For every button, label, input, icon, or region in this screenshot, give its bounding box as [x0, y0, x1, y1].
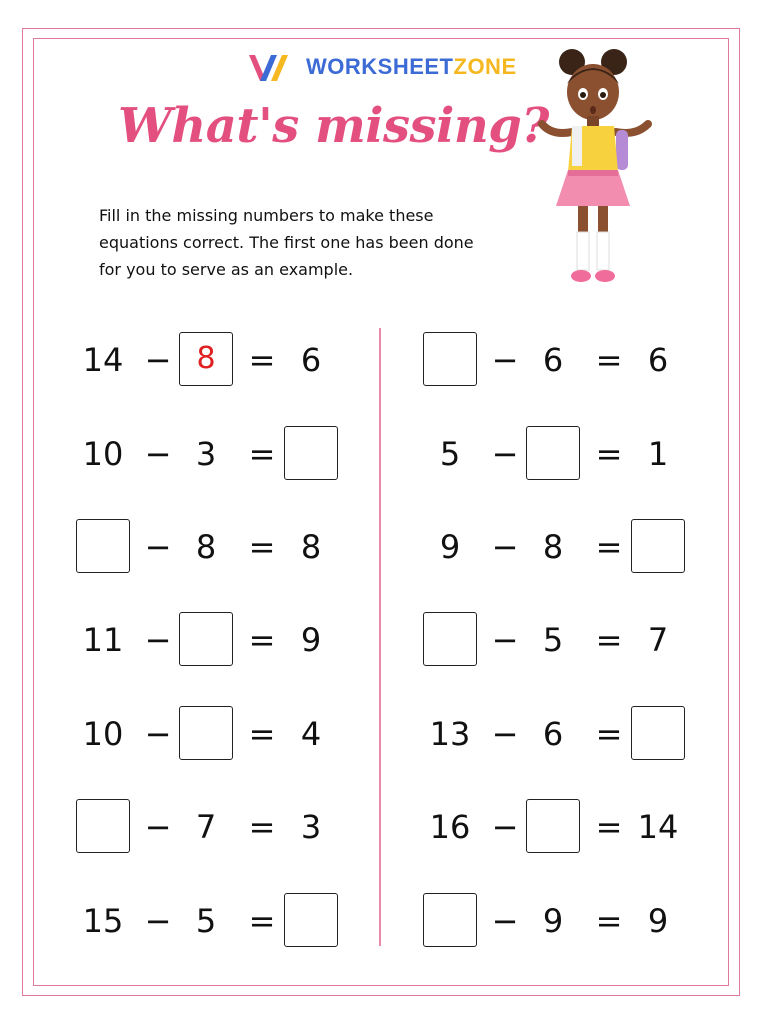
answer-box[interactable]: [631, 706, 685, 760]
equals-sign: =: [248, 341, 276, 379]
equals-sign: =: [595, 341, 623, 379]
number-a: 13: [429, 715, 471, 753]
logo-mark-icon: [246, 49, 296, 85]
minus-sign: −: [491, 528, 519, 566]
number-a: 10: [82, 435, 124, 473]
number-c: 9: [300, 621, 322, 659]
answer-box[interactable]: [179, 706, 233, 760]
equation-row-left-3: [76, 519, 346, 575]
logo-text: [306, 54, 517, 80]
minus-sign: −: [144, 808, 172, 846]
equals-sign: =: [595, 528, 623, 566]
answer-box[interactable]: [526, 426, 580, 480]
equation-row-right-5: [423, 706, 693, 762]
number-b: 5: [195, 902, 217, 940]
answer-box[interactable]: [423, 893, 477, 947]
equation-row-right-2: [423, 426, 693, 482]
answer-box[interactable]: [76, 519, 130, 573]
number-c: 8: [300, 528, 322, 566]
instructions-text: Fill in the missing numbers to make these equations correct. The first one has been done for you to serve as an example.: [99, 206, 474, 279]
equals-sign: =: [248, 435, 276, 473]
equation-row-right-4: [423, 612, 693, 668]
equals-sign: =: [248, 528, 276, 566]
number-a: 5: [439, 435, 461, 473]
equation-row-left-2: [76, 426, 346, 482]
minus-sign: −: [144, 715, 172, 753]
answer-box[interactable]: [423, 612, 477, 666]
number-c: 4: [300, 715, 322, 753]
number-a: 14: [82, 341, 124, 379]
number-b: 3: [195, 435, 217, 473]
number-b: 5: [542, 621, 564, 659]
worksheet-title: What's missing?: [118, 98, 549, 154]
minus-sign: −: [144, 621, 172, 659]
equals-sign: =: [248, 715, 276, 753]
minus-sign: −: [144, 902, 172, 940]
answer-box[interactable]: [179, 612, 233, 666]
minus-sign: −: [144, 341, 172, 379]
number-a: 11: [82, 621, 124, 659]
number-a: 15: [82, 902, 124, 940]
number-c: 14: [637, 808, 679, 846]
logo-text-zone: ZONE: [453, 54, 517, 79]
minus-sign: −: [491, 715, 519, 753]
answer-box[interactable]: [284, 426, 338, 480]
number-b: 6: [542, 715, 564, 753]
number-c: 6: [300, 341, 322, 379]
number-a: 10: [82, 715, 124, 753]
equation-row-right-6: [423, 799, 693, 855]
answer-box[interactable]: [526, 799, 580, 853]
minus-sign: −: [144, 435, 172, 473]
answer-box[interactable]: [423, 332, 477, 386]
equals-sign: =: [248, 902, 276, 940]
equation-row-left-6: [76, 799, 346, 855]
equation-row-right-7: [423, 893, 693, 949]
equals-sign: =: [595, 435, 623, 473]
minus-sign: −: [144, 528, 172, 566]
number-a: 16: [429, 808, 471, 846]
equals-sign: =: [595, 902, 623, 940]
number-b: 9: [542, 902, 564, 940]
number-c: 7: [647, 621, 669, 659]
equals-sign: =: [595, 621, 623, 659]
number-c: 3: [300, 808, 322, 846]
logo-text-worksheet: WORKSHEET: [306, 54, 454, 79]
number-c: 6: [647, 341, 669, 379]
equation-row-left-1: [76, 332, 346, 388]
answer-box[interactable]: [76, 799, 130, 853]
number-b: 6: [542, 341, 564, 379]
equals-sign: =: [595, 715, 623, 753]
column-divider: [379, 328, 381, 946]
answer-box[interactable]: [179, 332, 233, 386]
number-b: 8: [542, 528, 564, 566]
number-c: 1: [647, 435, 669, 473]
example-answer: 8: [196, 341, 216, 376]
number-b: 8: [195, 528, 217, 566]
equation-row-right-3: [423, 519, 693, 575]
minus-sign: −: [491, 808, 519, 846]
equation-row-left-5: [76, 706, 346, 762]
number-a: 9: [439, 528, 461, 566]
equation-row-left-4: [76, 612, 346, 668]
number-b: 7: [195, 808, 217, 846]
number-c: 9: [647, 902, 669, 940]
minus-sign: −: [491, 902, 519, 940]
equals-sign: =: [248, 808, 276, 846]
answer-box[interactable]: [631, 519, 685, 573]
equals-sign: =: [248, 621, 276, 659]
minus-sign: −: [491, 435, 519, 473]
minus-sign: −: [491, 621, 519, 659]
worksheetzone-logo: [246, 48, 517, 86]
girl-shrugging-illustration: [532, 44, 667, 289]
equation-row-left-7: [76, 893, 346, 949]
answer-box[interactable]: [284, 893, 338, 947]
minus-sign: −: [491, 341, 519, 379]
equation-row-right-1: [423, 332, 693, 388]
equals-sign: =: [595, 808, 623, 846]
